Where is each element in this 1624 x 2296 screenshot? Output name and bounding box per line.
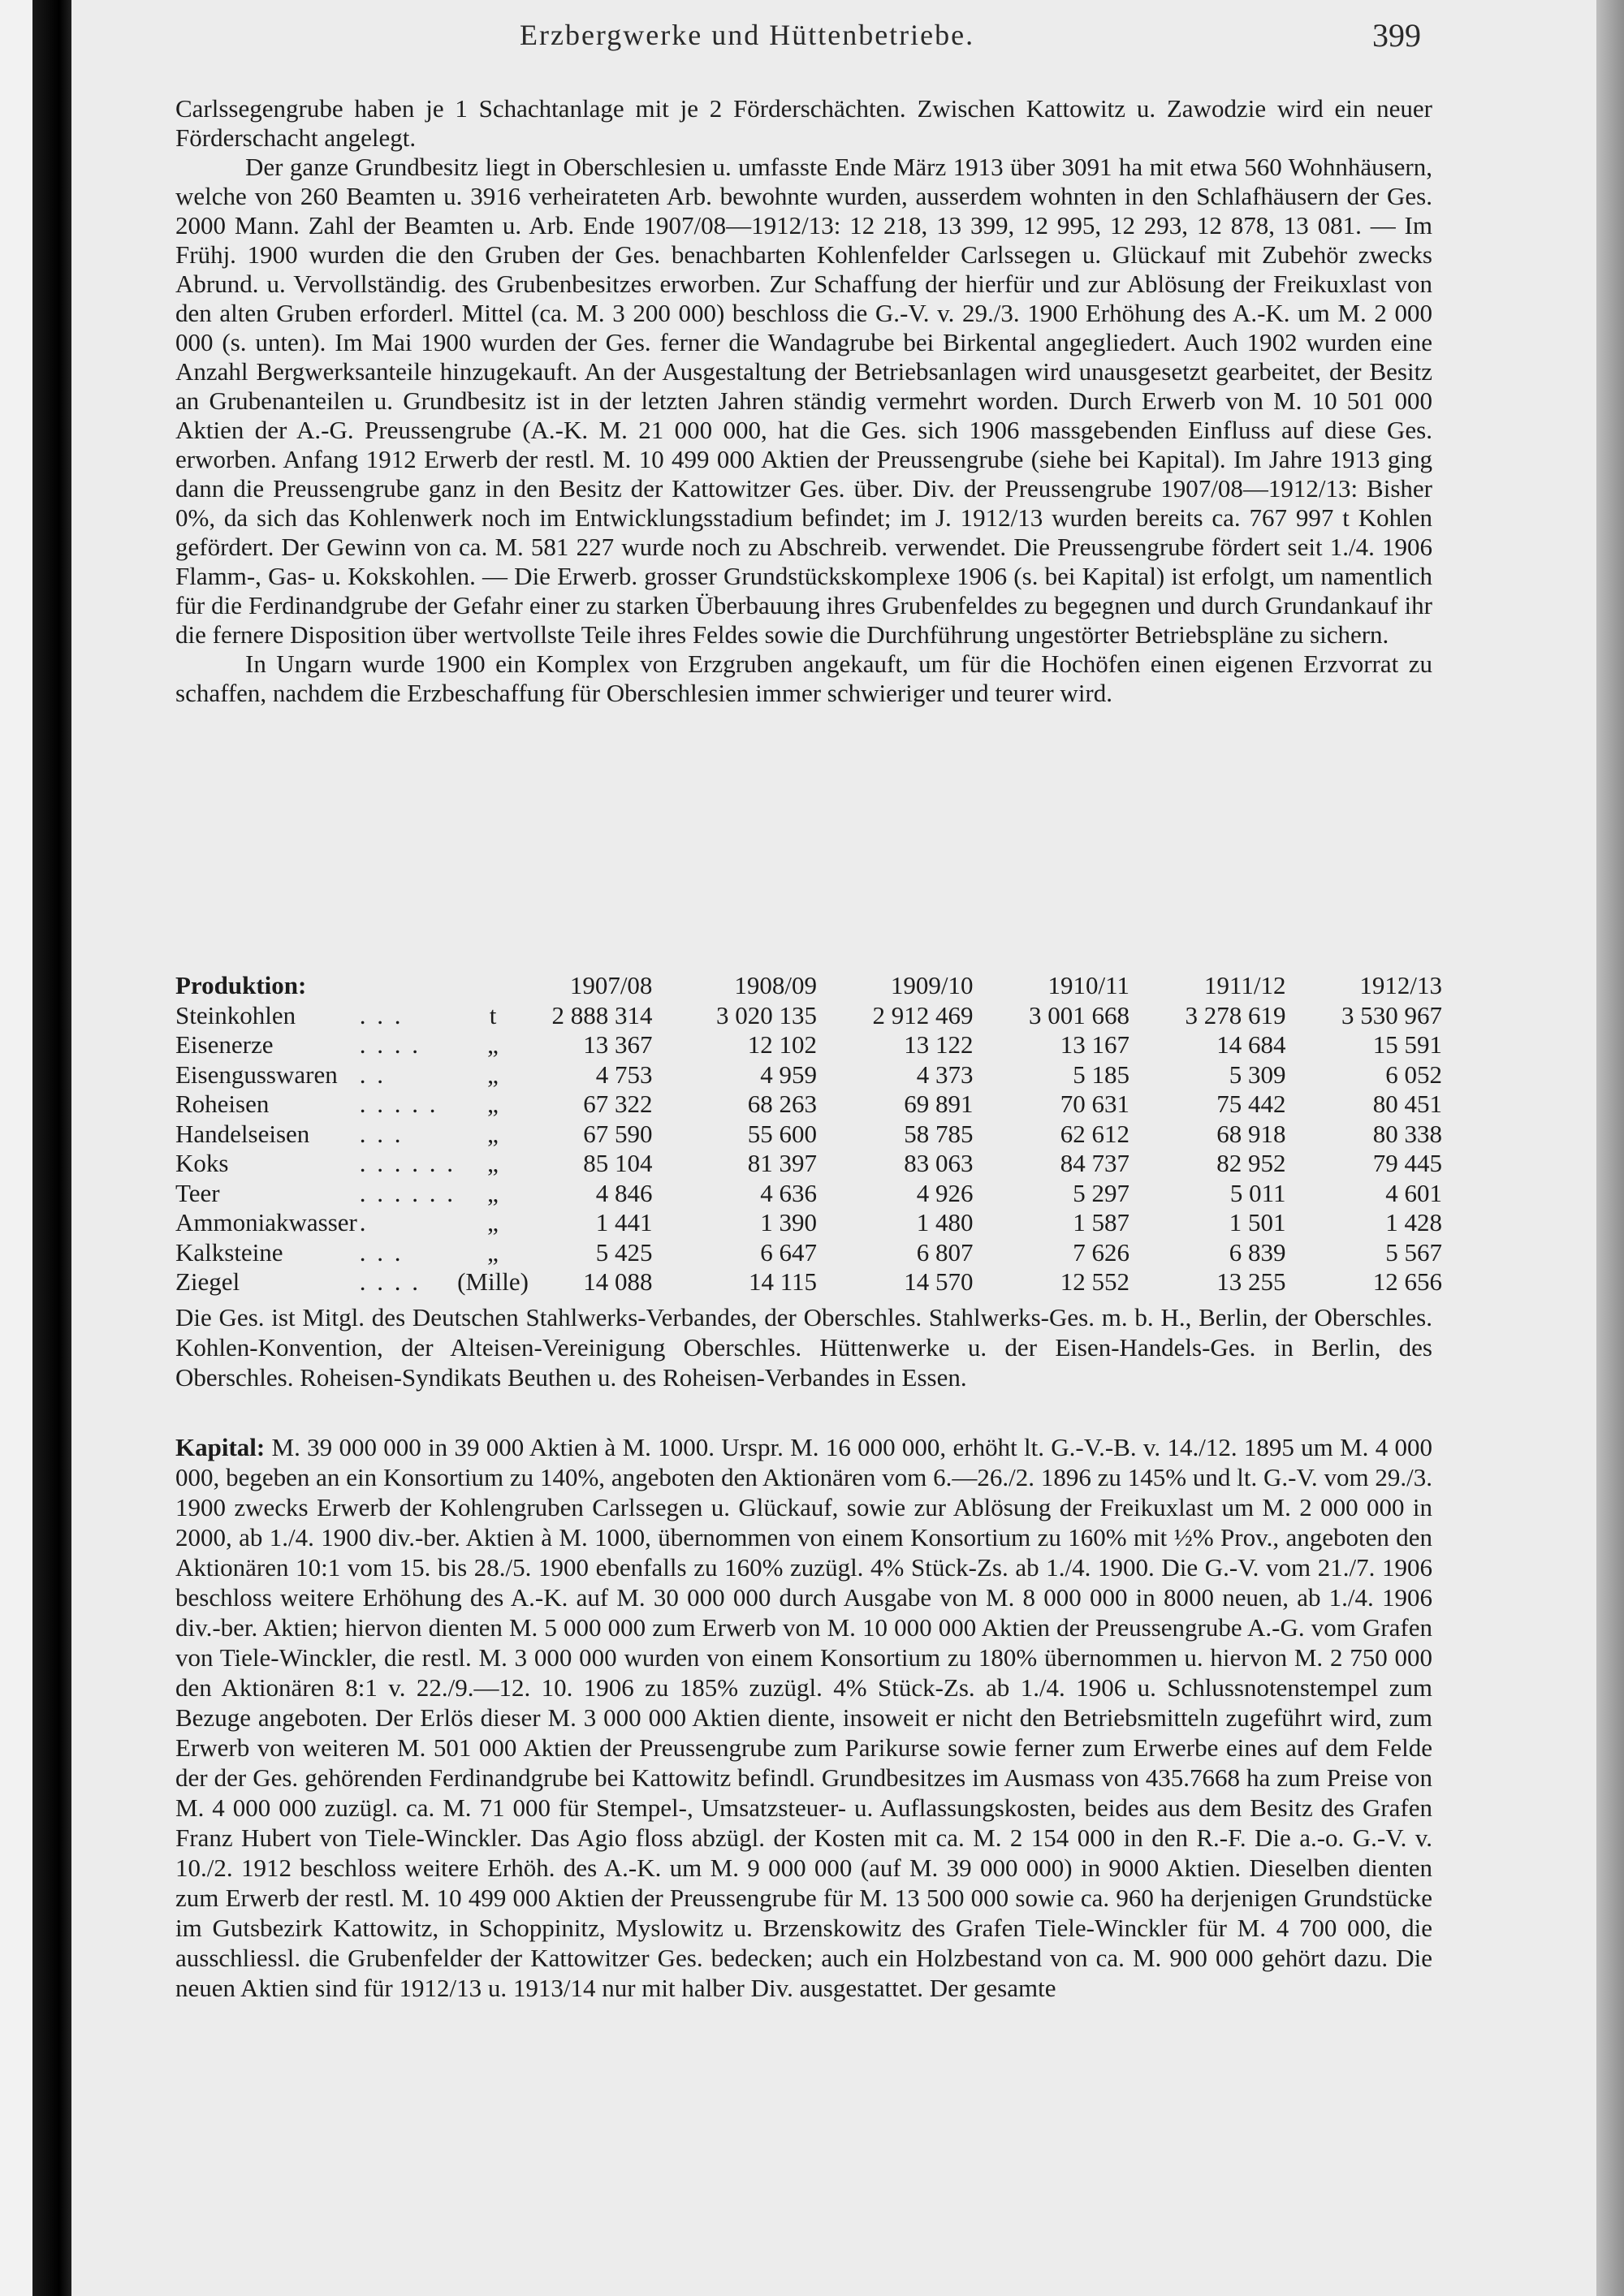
row-value: 6 052 <box>1385 1060 1442 1089</box>
table-row <box>175 1090 1442 1120</box>
row-value: 4 926 <box>916 1178 974 1207</box>
row-value: 79 445 <box>1372 1149 1442 1177</box>
row-value: 4 601 <box>1385 1178 1442 1207</box>
row-value: 85 104 <box>583 1149 653 1177</box>
row-value: 1 587 <box>1073 1208 1129 1236</box>
row-value: 68 263 <box>747 1090 818 1118</box>
kapital-label: Kapital: <box>175 1433 266 1461</box>
row-value: 7 626 <box>1073 1237 1129 1267</box>
row-leader-dots: . . . <box>359 1237 404 1267</box>
row-value: 3 530 967 <box>1341 1000 1442 1029</box>
paragraph-landholdings: Der ganze Grundbesitz liegt in Oberschlesien u. umfasste Ende März 1913 über 3091 ha mit etwa 560 Wohnhäusern, welche von 260 Beamten u. 3916 verheirateten Arb. bewohnte wurden, ausserdem wohnten in den Schlafhäusern der Ges. 2000 Mann. Zahl der Beamten u. Arb. Ende 1907/08—1912/13: 12 218, 13 399, 12 995, 12 293, 12 878, 13 081. — Im Frühj. 1900 wurden die den Gruben der Ges. benachbarten Kohlenfelder Carlssegen u. Glückauf mit Zubehör zwecks Abrund. u. Vervollständig. des Grubenbesitzes erworben. Zur Schaffung der hierfür und zur Ablösung der Freikuxlast von den alten Gruben erforderl. Mittel (ca. M. 3 200 000) beschloss die G.-V. v. 29./3. 1900 Erhöhung des A.-K. um M. 2 000 000 (s. unten). Im Mai 1900 wurden der Ges. ferner die Wandagrube bei Birkental angegliedert. Auch 1902 wurden eine Anzahl Bergwerksanteile hinzugekauft. An der Ausgestaltung der Betriebsanlagen wird unausgesetzt gearbeitet, der Besitz an Grubenanteilen u. Grundbesitz ist in der letzten Jahren ständig vermehrt worden. Durch Erwerb von M. 10 501 000 Aktien der A.-G. Preussengrube (A.-K. M. 21 000 000, hat die Ges. sich 1906 massgebenden Einfluss auf diese Ges. erworben. Anfang 1912 Erwerb der restl. M. 10 499 000 Aktien der Preussengrube (siehe bei Kapital). Im Jahre 1913 ging dann die Preussengrube ganz in den Besitz der Kattowitzer Ges. über. Div. der Preussengrube 1907/08—1912/13: Bisher 0%, da sich das Kohlenwerk noch im Entwicklungsstadium befindet; im J. 1912/13 wurden bereits ca. 767 997 t Kohlen gefördert. Der Gewinn von ca. M. 581 227 wurde noch zu Abschreib. verwendet. Die Preussengrube fördert seit 1./4. 1906 Flamm-, Gas- u. Kokskohlen. — Die Erwerb. grosser Grundstückskomplexe 1906 (s. bei Kapital) ist erfolgt, um namentlich für die Ferdinandgrube der Gefahr einer zu starken Überbauung ihres Grubenfeldes zu begegnen und durch Grundankauf ihr die fernere Disposition über wertvollste Teile ihres Feldes sowie die Durchführung ungestörter Betriebspläne zu sichern. <box>175 153 1432 649</box>
table-row <box>175 1030 1442 1060</box>
running-title: Erzbergwerke und Hüttenbetriebe. <box>520 19 975 51</box>
table-row <box>175 1060 1442 1090</box>
kapital-text: M. 39 000 000 in 39 000 Aktien à M. 1000. Urspr. M. 16 000 000, erhöht lt. G.-V.-B. v. 14./12. 1895 um M. 4 000 000, begeben an ein Konsortium zu 140%, angeboten den Aktionären vom 6.—26./2. 1896 zu 145% und lt. G.-V. vom 29./3. 1900 zwecks Erwerb der Kohlengruben Carlssegen u. Glückauf, sowie zur Ablösung der Freikuxlast um M. 2 000 000 in 2000, ab 1./4. 1900 div.-ber. Aktien à M. 1000, übernommen von einem Konsortium zu 160% mit ½% Prov., angeboten den Aktionären 10:1 vom 15. bis 28./5. 1900 ebenfalls zu 160% zuzügl. 4% Stück-Zs. ab 1./4. 1900. Die G.-V. vom 21./7. 1906 beschloss weitere Erhöhung des A.-K. auf M. 30 000 000 durch Ausgabe von M. 8 000 000 in 8000 neuen, ab 1./4. 1906 div.-ber. Aktien; hiervon dienten M. 5 000 000 zum Erwerb von M. 10 000 000 Aktien der Preussengrube A.-G. vom Grafen von Tiele-Winckler, die restl. M. 3 000 000 wurden von einem Konsortium zu 180% übernommen u. hiervon M. 2 750 000 den Aktionären 8:1 v. 22./9.—12. 10. 1906 zu 185% zuzügl. 4% Stück-Zs. ab 1./4. 1906 u. Schlussnotenstempel zum Bezuge angeboten. Der Erlös dieser M. 3 000 000 Aktien diente, insoweit er nicht den Betriebsmitteln zugeführt wird, zum Erwerb von weiteren M. 501 000 Aktien der Preussengrube zum Parikurse sowie ferner zum Erwerbe eines auf dem Felde der der Ges. gehörenden Ferdinandgrube bei Kattowitz befindl. Grundbesitzes im Ausmass von 435.7668 ha zum Preise von M. 4 000 000 zuzügl. ca. M. 71 000 für Stempel-, Umsatzsteuer- u. Auflassungskosten, beides aus dem Besitz des Grafen Franz Hubert von Tiele-Winckler. Das Agio floss abzügl. der Kosten mit ca. M. 2 154 000 in den R.-F. Die a.-o. G.-V. v. 10./2. 1912 beschloss weitere Erhöh. des A.-K. um M. 9 000 000 (auf M. 39 000 000) in 9000 Aktien. Dieselben dienten zum Erwerb der restl. M. 10 499 000 Aktien der Preussengrube für M. 13 500 000 sowie ca. 960 ha derjenigen Grundstücke im Gutsbezirk Kattowitz, in Schoppinitz, Myslowitz u. Brzenskowitz des Grafen Tiele-Winckler für M. 4 700 000, die ausschliessl. die Grubenfelder der Kattowitzer Ges. bedecken; auch ein Holzbestand von ca. M. 900 000 gehört dazu. Die neuen Aktien sind für 1912/13 u. 1913/14 nur mit halber Div. ausgestattet. Der gesamte <box>175 1433 1433 2002</box>
row-item: Roheisen <box>175 1090 270 1118</box>
row-value: 75 442 <box>1216 1090 1286 1118</box>
row-value: 4 959 <box>760 1060 818 1089</box>
row-leader-dots: . . . <box>359 1119 404 1148</box>
row-value: 83 063 <box>904 1149 974 1177</box>
row-value: 3 020 135 <box>716 1000 818 1029</box>
row-value: 2 912 469 <box>872 1000 974 1029</box>
row-leader-dots: . . <box>359 1060 386 1089</box>
row-value: 12 656 <box>1372 1267 1442 1296</box>
row-value: 4 753 <box>595 1060 653 1089</box>
row-value: 5 297 <box>1073 1178 1129 1207</box>
row-unit: „ <box>487 1119 499 1148</box>
row-unit: „ <box>487 1237 499 1267</box>
row-unit: (Mille) <box>457 1267 529 1296</box>
row-item: Teer <box>175 1178 220 1207</box>
row-value: 6 807 <box>916 1237 974 1267</box>
year-header: 1907/08 <box>569 971 653 999</box>
table-row <box>175 1001 1442 1031</box>
row-value: 6 839 <box>1229 1237 1286 1267</box>
table-row <box>175 1179 1442 1209</box>
row-leader-dots: . . . . . . <box>359 1149 456 1177</box>
table-row <box>175 1238 1442 1268</box>
table-row <box>175 1120 1442 1150</box>
row-value: 4 846 <box>595 1178 653 1207</box>
row-value: 14 088 <box>583 1267 653 1296</box>
row-value: 5 567 <box>1385 1237 1442 1267</box>
row-value: 3 278 619 <box>1185 1000 1286 1029</box>
production-header-row <box>175 971 1442 1001</box>
row-item: Ziegel <box>175 1267 240 1296</box>
row-value: 67 590 <box>583 1119 653 1148</box>
row-value: 67 322 <box>583 1090 653 1118</box>
row-leader-dots: . <box>359 1208 369 1236</box>
paragraph-memberships: Die Ges. ist Mitgl. des Deutschen Stahlwerks-Verbandes, der Oberschles. Stahlwerks-Ges. m. b. H., Berlin, der Oberschles. Kohlen-Konvention, der Alteisen-Vereinigung Oberschles. Hüttenwerke u. der Eisen-Handels-Ges. in Berlin, des Oberschles. Roheisen-Syndikats Beuthen u. des Roheisen-Verbandes in Essen. <box>175 1303 1432 1392</box>
main-text <box>175 94 1432 708</box>
row-leader-dots: . . . . <box>359 1030 421 1059</box>
row-unit: „ <box>487 1208 499 1236</box>
year-header: 1911/12 <box>1203 971 1286 999</box>
row-value: 55 600 <box>747 1119 818 1148</box>
row-leader-dots: . . . . . . <box>359 1178 456 1207</box>
row-value: 5 425 <box>595 1237 653 1267</box>
row-value: 1 390 <box>760 1208 818 1236</box>
table-row <box>175 1267 1442 1297</box>
row-item: Ammoniakwasser <box>175 1208 357 1236</box>
year-header: 1910/11 <box>1047 971 1129 999</box>
row-value: 5 011 <box>1229 1178 1286 1207</box>
row-unit: „ <box>487 1060 499 1089</box>
row-value: 4 373 <box>916 1060 974 1089</box>
row-value: 80 451 <box>1372 1090 1442 1118</box>
row-value: 14 115 <box>748 1267 818 1296</box>
year-header: 1912/13 <box>1359 971 1442 999</box>
row-value: 13 167 <box>1060 1030 1129 1059</box>
row-unit: „ <box>487 1090 499 1118</box>
table-row <box>175 1149 1442 1179</box>
row-value: 1 480 <box>916 1208 974 1236</box>
row-value: 13 255 <box>1216 1267 1286 1296</box>
row-value: 4 636 <box>760 1178 818 1207</box>
row-value: 80 338 <box>1372 1119 1442 1148</box>
row-item: Kalksteine <box>175 1237 283 1267</box>
row-value: 68 918 <box>1216 1119 1286 1148</box>
row-value: 15 591 <box>1372 1030 1442 1059</box>
kapital-section <box>175 1432 1432 2003</box>
production-label: Produktion: <box>175 971 307 999</box>
row-value: 2 888 314 <box>551 1000 653 1029</box>
row-value: 84 737 <box>1060 1149 1129 1177</box>
row-item: Eisenerze <box>175 1030 274 1059</box>
table-row <box>175 1208 1442 1238</box>
row-leader-dots: . . . <box>359 1000 404 1029</box>
row-value: 58 785 <box>904 1119 974 1148</box>
row-value: 6 647 <box>760 1237 818 1267</box>
row-unit: „ <box>487 1149 499 1177</box>
page-header <box>0 18 1624 57</box>
page-number: 399 <box>1372 17 1421 54</box>
paragraph-kapital <box>175 1432 1432 2003</box>
row-value: 12 102 <box>747 1030 818 1059</box>
page-left-margin <box>0 0 32 2296</box>
row-value: 14 684 <box>1216 1030 1286 1059</box>
row-unit: „ <box>487 1030 499 1059</box>
row-item: Handelseisen <box>175 1119 310 1148</box>
row-value: 1 501 <box>1229 1208 1286 1236</box>
year-header: 1908/09 <box>734 971 818 999</box>
row-value: 5 185 <box>1073 1060 1129 1089</box>
row-leader-dots: . . . . . <box>359 1090 438 1118</box>
row-leader-dots: . . . . <box>359 1267 421 1296</box>
row-value: 3 001 668 <box>1028 1000 1129 1029</box>
production-table <box>175 971 1442 1297</box>
row-value: 62 612 <box>1060 1119 1129 1148</box>
row-unit: t <box>489 1000 497 1029</box>
row-value: 82 952 <box>1216 1149 1286 1177</box>
row-value: 70 631 <box>1060 1090 1129 1118</box>
row-value: 1 441 <box>595 1208 653 1236</box>
row-value: 1 428 <box>1385 1208 1442 1236</box>
row-unit: „ <box>487 1178 499 1207</box>
row-item: Eisengusswaren <box>175 1060 338 1089</box>
row-item: Steinkohlen <box>175 1000 296 1029</box>
paragraph-shafts: Carlssegengrube haben je 1 Schachtanlage mit je 2 Förderschächten. Zwischen Kattowitz u. Zawodzie wird ein neuer Förderschacht angelegt. <box>175 94 1432 152</box>
page-right-edge-shadow <box>1596 0 1624 2296</box>
paragraph-hungary: In Ungarn wurde 1900 ein Komplex von Erzgruben angekauft, um für die Hochöfen einen eigenen Erzvorrat zu schaffen, nachdem die Erzbeschaffung für Oberschlesien immer schwieriger und teurer wird. <box>175 650 1432 707</box>
row-value: 5 309 <box>1229 1060 1286 1089</box>
row-value: 69 891 <box>904 1090 974 1118</box>
row-value: 14 570 <box>904 1267 974 1296</box>
row-value: 81 397 <box>747 1149 818 1177</box>
membership-section <box>175 1302 1432 1392</box>
row-value: 13 122 <box>904 1030 974 1059</box>
year-header: 1909/10 <box>890 971 974 999</box>
row-value: 13 367 <box>583 1030 653 1059</box>
row-value: 12 552 <box>1060 1267 1129 1296</box>
row-item: Koks <box>175 1149 229 1177</box>
